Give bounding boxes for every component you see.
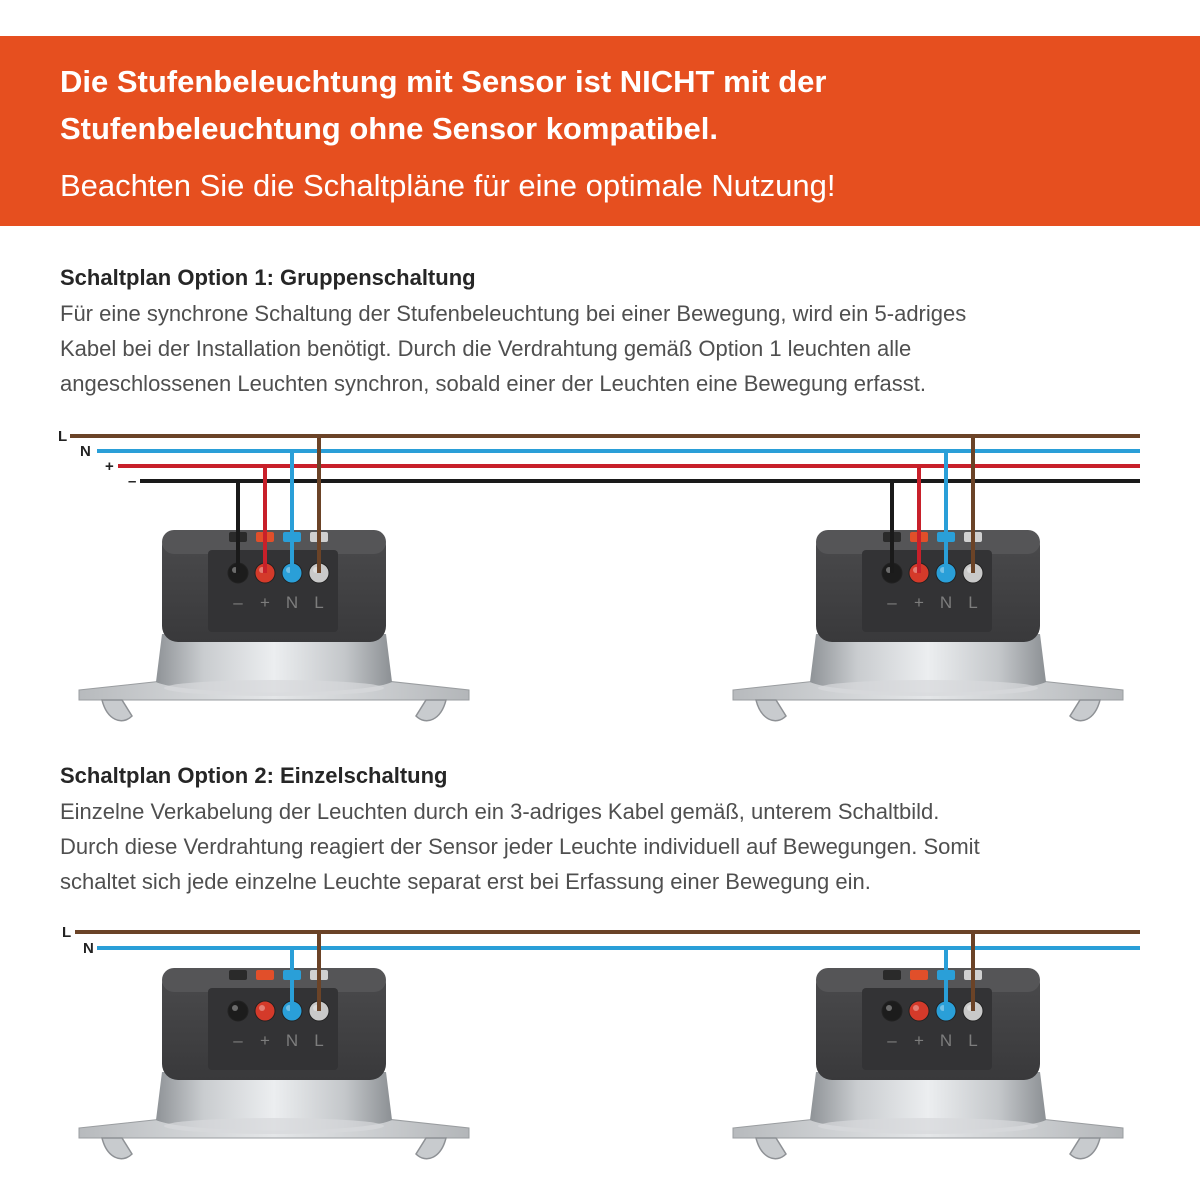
option2-wiring-diagram (0, 918, 1200, 1178)
terminal-label: + (260, 593, 270, 612)
wire-label-l: L (58, 428, 68, 445)
option2-text-line: schaltet sich jede einzelne Leuchte separat erst bei Erfassung einer Bewegung ein. (60, 869, 871, 894)
terminal-hole (255, 1001, 275, 1021)
lens-rim (164, 1118, 384, 1134)
banner-subline: Beachten Sie die Schaltpläne für eine optimale Nutzung! (60, 168, 836, 203)
mounting-clip (416, 700, 446, 721)
option1-wiring-diagram (0, 420, 1200, 730)
terminal-label: – (233, 593, 243, 612)
banner-headline (60, 58, 1160, 152)
terminal-hole (909, 1001, 929, 1021)
option1-title: Schaltplan Option 1: Gruppenschaltung (60, 265, 476, 290)
mounting-clip (416, 1138, 446, 1159)
terminal-highlight (232, 1005, 238, 1011)
banner-headline-line-2: Stufenbeleuchtung ohne Sensor kompatibel. (60, 111, 718, 146)
terminal-label: – (887, 593, 897, 612)
mounting-clip (1070, 700, 1100, 721)
option2-title: Schaltplan Option 2: Einzelschaltung (60, 763, 448, 788)
terminal-label: – (887, 1031, 897, 1050)
wire-label-l: L (62, 924, 72, 941)
mounting-clip (102, 700, 132, 721)
terminal-highlight (259, 1005, 265, 1011)
wire-label-n: N (80, 443, 91, 460)
terminal-label: L (968, 593, 978, 612)
mounting-clip (756, 1138, 786, 1159)
terminal-label: N (285, 1031, 299, 1050)
terminal-highlight (886, 1005, 892, 1011)
terminal-lever (229, 970, 247, 980)
lens-rim (818, 1118, 1038, 1134)
terminal-label: L (314, 593, 324, 612)
terminal-hole (882, 1001, 902, 1021)
terminal-label: N (285, 593, 299, 612)
banner-headline-line-1: Die Stufenbeleuchtung mit Sensor ist NICHT mit der (60, 64, 827, 99)
terminal-highlight (913, 1005, 919, 1011)
terminal-label: + (914, 1031, 924, 1050)
terminal-label: + (914, 593, 924, 612)
option2-text-line: Einzelne Verkabelung der Leuchten durch ein 3-adriges Kabel gemäß, unterem Schaltbild. (60, 799, 940, 824)
option1-description (60, 296, 1150, 401)
terminal-label: N (939, 593, 953, 612)
option2-text-line: Durch diese Verdrahtung reagiert der Sensor jeder Leuchte individuell auf Bewegungen. Somit (60, 834, 980, 859)
stair-light-fixture (79, 968, 469, 1159)
option1-text-line: Kabel bei der Installation benötigt. Durch die Verdrahtung gemäß Option 1 leuchten alle (60, 336, 912, 361)
option1-text-line: Für eine synchrone Schaltung der Stufenbeleuchtung bei einer Bewegung, wird ein 5-adriges (60, 301, 967, 326)
terminal-lever (256, 970, 274, 980)
mounting-clip (1070, 1138, 1100, 1159)
terminal-lever (910, 970, 928, 980)
stair-light-fixture (733, 968, 1123, 1159)
lens-rim (818, 680, 1038, 696)
wire-label-n: N (83, 940, 94, 957)
terminal-label: L (968, 1031, 978, 1050)
stair-light-fixture (733, 530, 1123, 721)
terminal-hole (228, 1001, 248, 1021)
option2-description (60, 794, 1150, 899)
option1-text-line: angeschlossenen Leuchten synchron, sobald einer der Leuchten eine Bewegung erfasst. (60, 371, 926, 396)
stair-light-fixture (79, 530, 469, 721)
terminal-label: – (233, 1031, 243, 1050)
mounting-clip (102, 1138, 132, 1159)
wire-label-minus: – (128, 473, 137, 490)
terminal-label: L (314, 1031, 324, 1050)
lens-rim (164, 680, 384, 696)
mounting-clip (756, 700, 786, 721)
terminal-lever (883, 970, 901, 980)
wire-label-plus: + (105, 458, 114, 475)
terminal-label: N (939, 1031, 953, 1050)
terminal-label: + (260, 1031, 270, 1050)
